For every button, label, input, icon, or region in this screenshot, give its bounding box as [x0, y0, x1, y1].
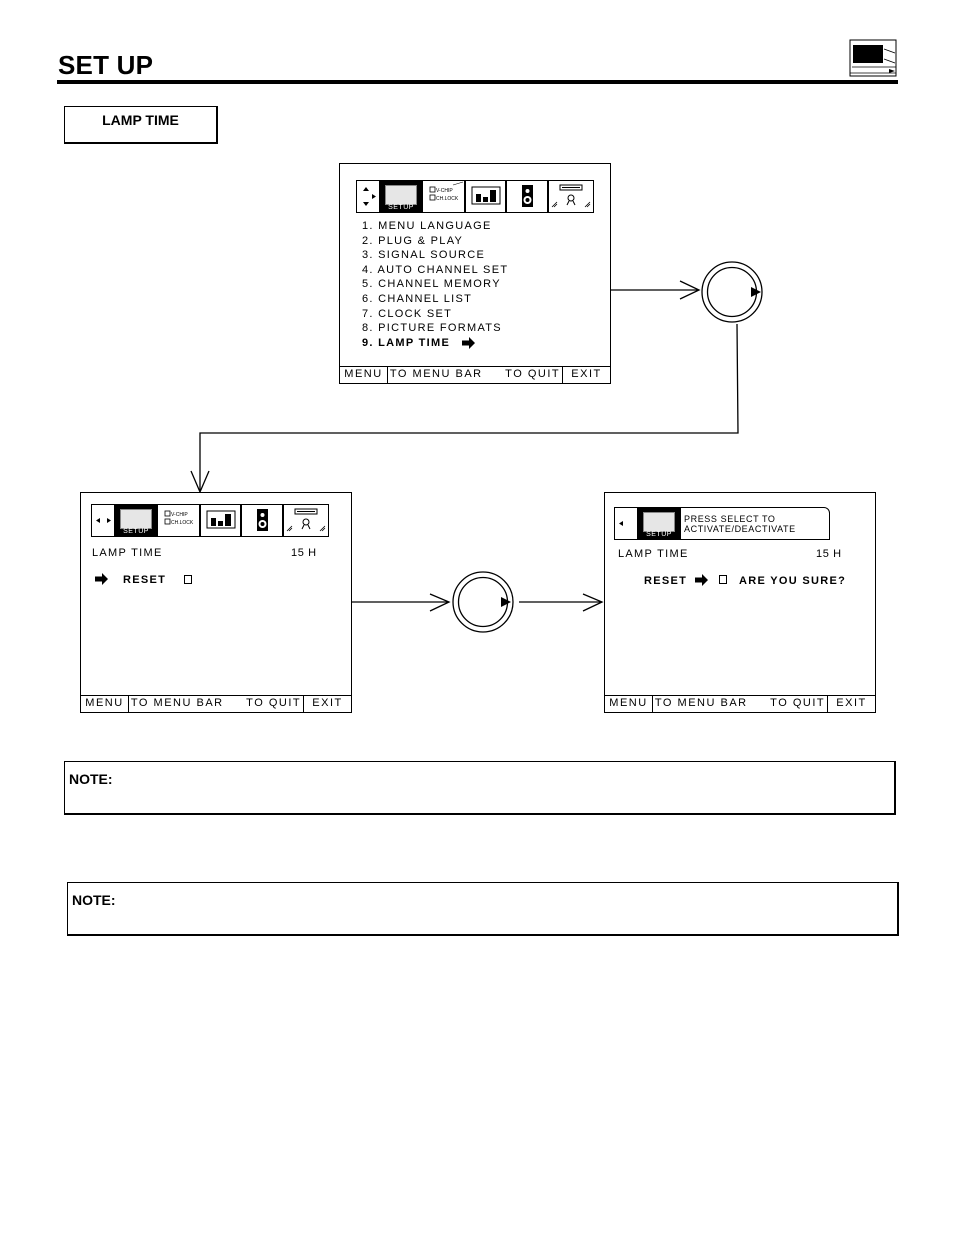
- cycle-icon: [453, 572, 513, 632]
- nav-arrows[interactable]: [356, 180, 380, 213]
- svg-text:CH.LOCK: CH.LOCK: [171, 520, 194, 526]
- menu-item-menu-language[interactable]: 1. MENU LANGUAGE: [362, 220, 492, 232]
- menu-bar-menu: MENU: [605, 696, 653, 712]
- note-box: [67, 882, 899, 936]
- reset-checkbox[interactable]: [184, 575, 192, 584]
- setup-tab-icon[interactable]: [115, 504, 157, 537]
- setup-tab-icon[interactable]: [380, 180, 422, 213]
- setup-menu-screen: [339, 163, 611, 384]
- menu-item-channel-memory[interactable]: 5. CHANNEL MEMORY: [362, 278, 501, 291]
- arrow-right-icon: [695, 574, 709, 586]
- lamp-time-label: LAMP TIME: [618, 548, 689, 560]
- left-arrow-icon: [615, 508, 637, 539]
- speaker-icon[interactable]: [241, 504, 283, 537]
- note-label: NOTE:: [69, 771, 113, 787]
- tooltip-line-2: ACTIVATE/DEACTIVATE: [684, 524, 796, 534]
- customize-icon[interactable]: [283, 504, 329, 537]
- speaker-icon[interactable]: [506, 180, 548, 213]
- menu-bar-exit: EXIT: [562, 367, 610, 383]
- menu-bar-exit: EXIT: [827, 696, 875, 712]
- menu-bar: [81, 695, 351, 712]
- picture-bars-icon[interactable]: [200, 504, 241, 537]
- menu-bar: [605, 695, 875, 712]
- menu-bar-to-menu-bar-to-quit: TO MENU BAR TO QUIT: [654, 697, 826, 709]
- menu-item-channel-list[interactable]: 6. CHANNEL LIST: [362, 292, 473, 305]
- menu-bar-menu: MENU: [81, 696, 129, 712]
- setup-tab-label: SETUP: [123, 528, 149, 535]
- nav-arrows[interactable]: [614, 507, 638, 540]
- menu-item-lamp-time-label: 9. LAMP TIME: [362, 336, 451, 349]
- nav-arrows[interactable]: [91, 504, 115, 537]
- help-tooltip: [680, 507, 830, 540]
- page-title: SET UP: [58, 50, 154, 80]
- menu-icon-bar: [356, 180, 594, 213]
- menu-bar-menu: MENU: [340, 367, 388, 383]
- svg-text:V-CHIP: V-CHIP: [171, 512, 188, 518]
- reset-label: RESET: [644, 575, 688, 587]
- section-label: LAMP TIME: [102, 112, 179, 128]
- chip-channel-lock-icon[interactable]: [157, 504, 200, 537]
- menu-item-plug-and-play[interactable]: 2. PLUG & PLAY: [362, 234, 464, 247]
- customize-icon[interactable]: [548, 180, 594, 213]
- confirm-label: ARE YOU SURE?: [739, 575, 847, 587]
- menu-item-lamp-time[interactable]: [362, 336, 508, 351]
- setup-tab-label: SETUP: [646, 531, 672, 538]
- menu-item-clock-set[interactable]: 7. CLOCK SET: [362, 307, 453, 320]
- reset-checkbox[interactable]: [719, 575, 727, 584]
- arrow-right-icon: [462, 337, 476, 349]
- menu-icon-bar: [614, 507, 830, 540]
- up-down-arrows-icon: [357, 181, 379, 212]
- setup-tab-label: SETUP: [388, 204, 414, 211]
- menu-item-signal-source[interactable]: 3. SIGNAL SOURCE: [362, 249, 486, 262]
- picture-bars-icon[interactable]: [465, 180, 506, 213]
- note-label: NOTE:: [72, 892, 116, 908]
- lamp-time-label: LAMP TIME: [92, 547, 163, 559]
- lamp-time-screen: [80, 492, 352, 713]
- tooltip-line-1: PRESS SELECT TO: [684, 514, 776, 524]
- svg-text:V-CHIP: V-CHIP: [436, 188, 453, 194]
- menu-bar: [340, 366, 610, 383]
- menu-item-picture-formats[interactable]: 8. PICTURE FORMATS: [362, 322, 502, 335]
- svg-text:CH.LOCK: CH.LOCK: [436, 196, 459, 202]
- menu-bar-exit: EXIT: [303, 696, 351, 712]
- setup-tab-icon[interactable]: [638, 507, 680, 540]
- menu-icon-bar: [91, 504, 329, 537]
- setup-menu-list: [362, 219, 508, 350]
- menu-item-auto-channel-set[interactable]: 4. AUTO CHANNEL SET: [362, 263, 509, 276]
- menu-bar-to-menu-bar-to-quit: TO MENU BAR TO QUIT: [130, 697, 302, 709]
- reset-label: RESET: [123, 574, 167, 586]
- chip-channel-lock-icon[interactable]: [422, 180, 465, 213]
- lamp-time-value: 15 H: [291, 547, 317, 559]
- note-box: [64, 761, 896, 815]
- left-right-arrows-icon: [92, 505, 114, 536]
- lamp-time-value: 15 H: [816, 548, 842, 560]
- arrow-right-icon: [95, 573, 109, 585]
- menu-bar-to-menu-bar-to-quit: TO MENU BAR TO QUIT: [389, 368, 561, 380]
- reset-confirm-screen: [604, 492, 876, 713]
- cycle-icon: [702, 262, 762, 322]
